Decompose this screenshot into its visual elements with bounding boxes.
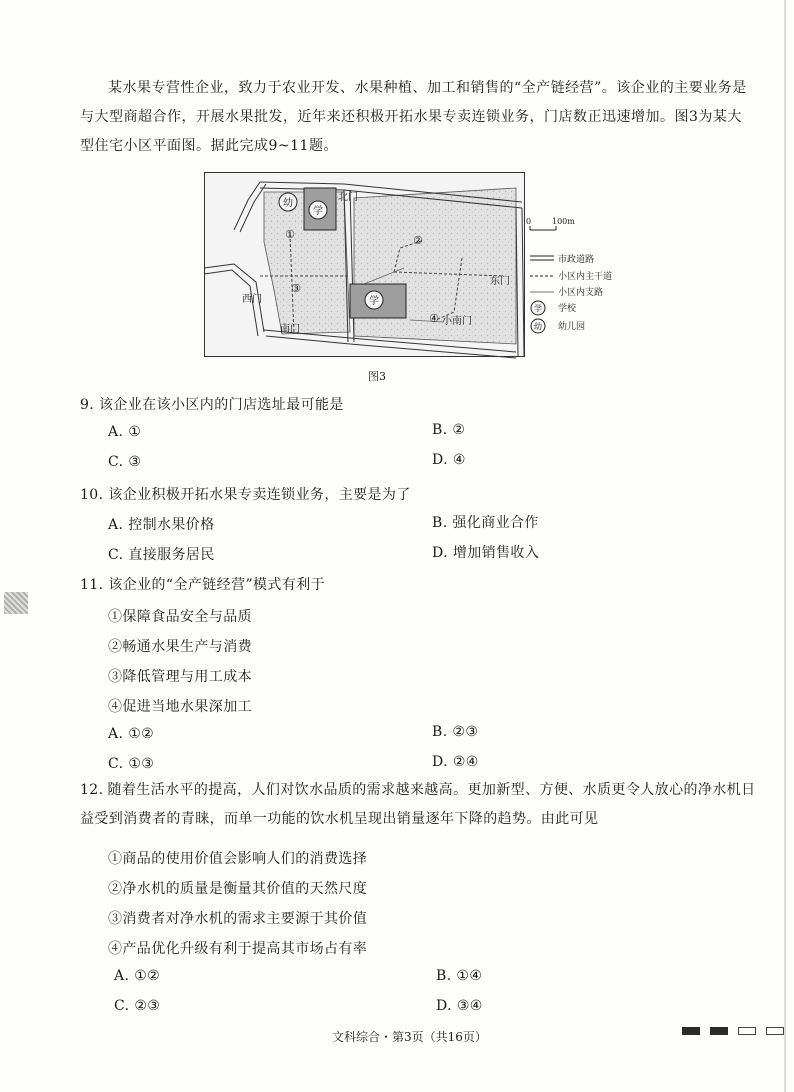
page-footer: 文科综合・第3页（共16页） bbox=[332, 1030, 487, 1044]
school-label-south: 学 bbox=[369, 296, 379, 307]
legend-school-glyph: 学 bbox=[534, 304, 542, 313]
q11-option-a[interactable]: A. ①② bbox=[108, 726, 155, 742]
q11-statement-2: ②畅通水果生产与消费 bbox=[108, 639, 252, 655]
q9-option-d[interactable]: D. ④ bbox=[432, 452, 466, 468]
school-label-north: 学 bbox=[313, 206, 323, 217]
q12-option-d[interactable]: D. ③④ bbox=[436, 998, 483, 1014]
q9-stem: 9. 该企业在该小区内的门店选址最可能是 bbox=[80, 397, 344, 413]
q10-option-a[interactable]: A. 控制水果价格 bbox=[108, 517, 215, 533]
location-3: ③ bbox=[291, 282, 301, 295]
q12-statement-3: ③消费者对净水机的需求主要源于其价值 bbox=[108, 911, 368, 927]
q9-option-a[interactable]: A. ① bbox=[108, 424, 142, 440]
q9-option-b[interactable]: B. ② bbox=[432, 422, 466, 438]
q11-statement-1: ①保障食品安全与品质 bbox=[108, 609, 252, 625]
scale-length: 100m bbox=[552, 217, 575, 226]
q12-stem: 随着生活水平的提高，人们对饮水品质的需求越来越高。更加新型、方便、水质更令人放心的净水机日益受到消费者的青睐，而单一功能的饮水机呈现出销量逐年下降的趋势。由此可见 bbox=[80, 782, 756, 827]
location-1: ① bbox=[285, 228, 295, 241]
q10-option-d[interactable]: D. 增加销售收入 bbox=[432, 545, 540, 561]
q12-stem-block bbox=[80, 776, 756, 834]
q12-statement-1: ①商品的使用价值会影响人们的消费选择 bbox=[108, 851, 368, 867]
legend-kindergarten: 幼儿园 bbox=[558, 322, 586, 332]
location-2: ② bbox=[413, 234, 423, 247]
map-svg bbox=[204, 172, 624, 368]
location-4: ④ bbox=[429, 312, 439, 325]
q11-stem: 11. 该企业的“全产链经营”模式有利于 bbox=[80, 577, 326, 593]
q12-number: 12. bbox=[80, 782, 104, 798]
south-gate-label: 南门 bbox=[280, 324, 300, 335]
q10-option-c[interactable]: C. 直接服务居民 bbox=[108, 547, 215, 563]
q11-statement-3: ③降低管理与用工成本 bbox=[108, 669, 252, 685]
q11-option-d[interactable]: D. ②④ bbox=[432, 754, 479, 770]
q11-statement-4: ④促进当地水果深加工 bbox=[108, 699, 252, 715]
q10-option-b[interactable]: B. 强化商业合作 bbox=[432, 515, 539, 531]
progress-mark-filled-1 bbox=[682, 1027, 700, 1035]
progress-mark-empty-2 bbox=[766, 1027, 784, 1035]
q11-option-c[interactable]: C. ①③ bbox=[108, 756, 155, 772]
q9-option-c[interactable]: C. ③ bbox=[108, 454, 142, 470]
figure-caption: 图3 bbox=[368, 370, 386, 383]
legend-main-road: 小区内主干道 bbox=[558, 272, 613, 282]
q10-stem: 10. 该企业积极开拓水果专卖连锁业务，主要是为了 bbox=[80, 487, 411, 503]
q12-option-c[interactable]: C. ②③ bbox=[114, 998, 161, 1014]
q12-option-a[interactable]: A. ①② bbox=[114, 968, 161, 984]
scale-bar bbox=[526, 217, 575, 230]
small-south-gate-label: 小南门 bbox=[442, 316, 472, 327]
intro-paragraph: 某水果专营性企业，致力于农业开发、水果种植、加工和销售的“全产链经营”。该企业的主要业务是与大型商超合作，开展水果批发，近年来还积极开拓水果专卖连锁业务，门店数正迅速增加。图3为某大型住宅小区平面图。据此完成9~11题。 bbox=[80, 80, 747, 154]
figure-3-map bbox=[204, 172, 624, 368]
legend bbox=[530, 253, 612, 333]
west-gate-label: 西门 bbox=[242, 294, 262, 305]
page-progress-marks bbox=[682, 1027, 784, 1035]
legend-branch-road: 小区内支路 bbox=[558, 288, 604, 298]
page-edge bbox=[784, 0, 786, 1092]
scale-zero: 0 bbox=[526, 217, 532, 226]
legend-road: 市政道路 bbox=[558, 255, 595, 265]
q12-statement-4: ④产品优化升级有利于提高其市场占有率 bbox=[108, 941, 368, 957]
east-gate-label: 东门 bbox=[490, 276, 510, 287]
legend-kindergarten-glyph: 幼 bbox=[534, 322, 542, 331]
q12-option-b[interactable]: B. ①④ bbox=[436, 968, 483, 984]
progress-mark-empty-1 bbox=[738, 1027, 756, 1035]
progress-mark-filled-2 bbox=[710, 1027, 728, 1035]
q12-statement-2: ②净水机的质量是衡量其价值的天然尺度 bbox=[108, 881, 368, 897]
q11-option-b[interactable]: B. ②③ bbox=[432, 724, 479, 740]
scan-artifact bbox=[4, 592, 28, 614]
north-gate-label: 北门 bbox=[338, 192, 358, 203]
kindergarten-label: 幼 bbox=[283, 198, 293, 209]
legend-school: 学校 bbox=[558, 304, 577, 314]
